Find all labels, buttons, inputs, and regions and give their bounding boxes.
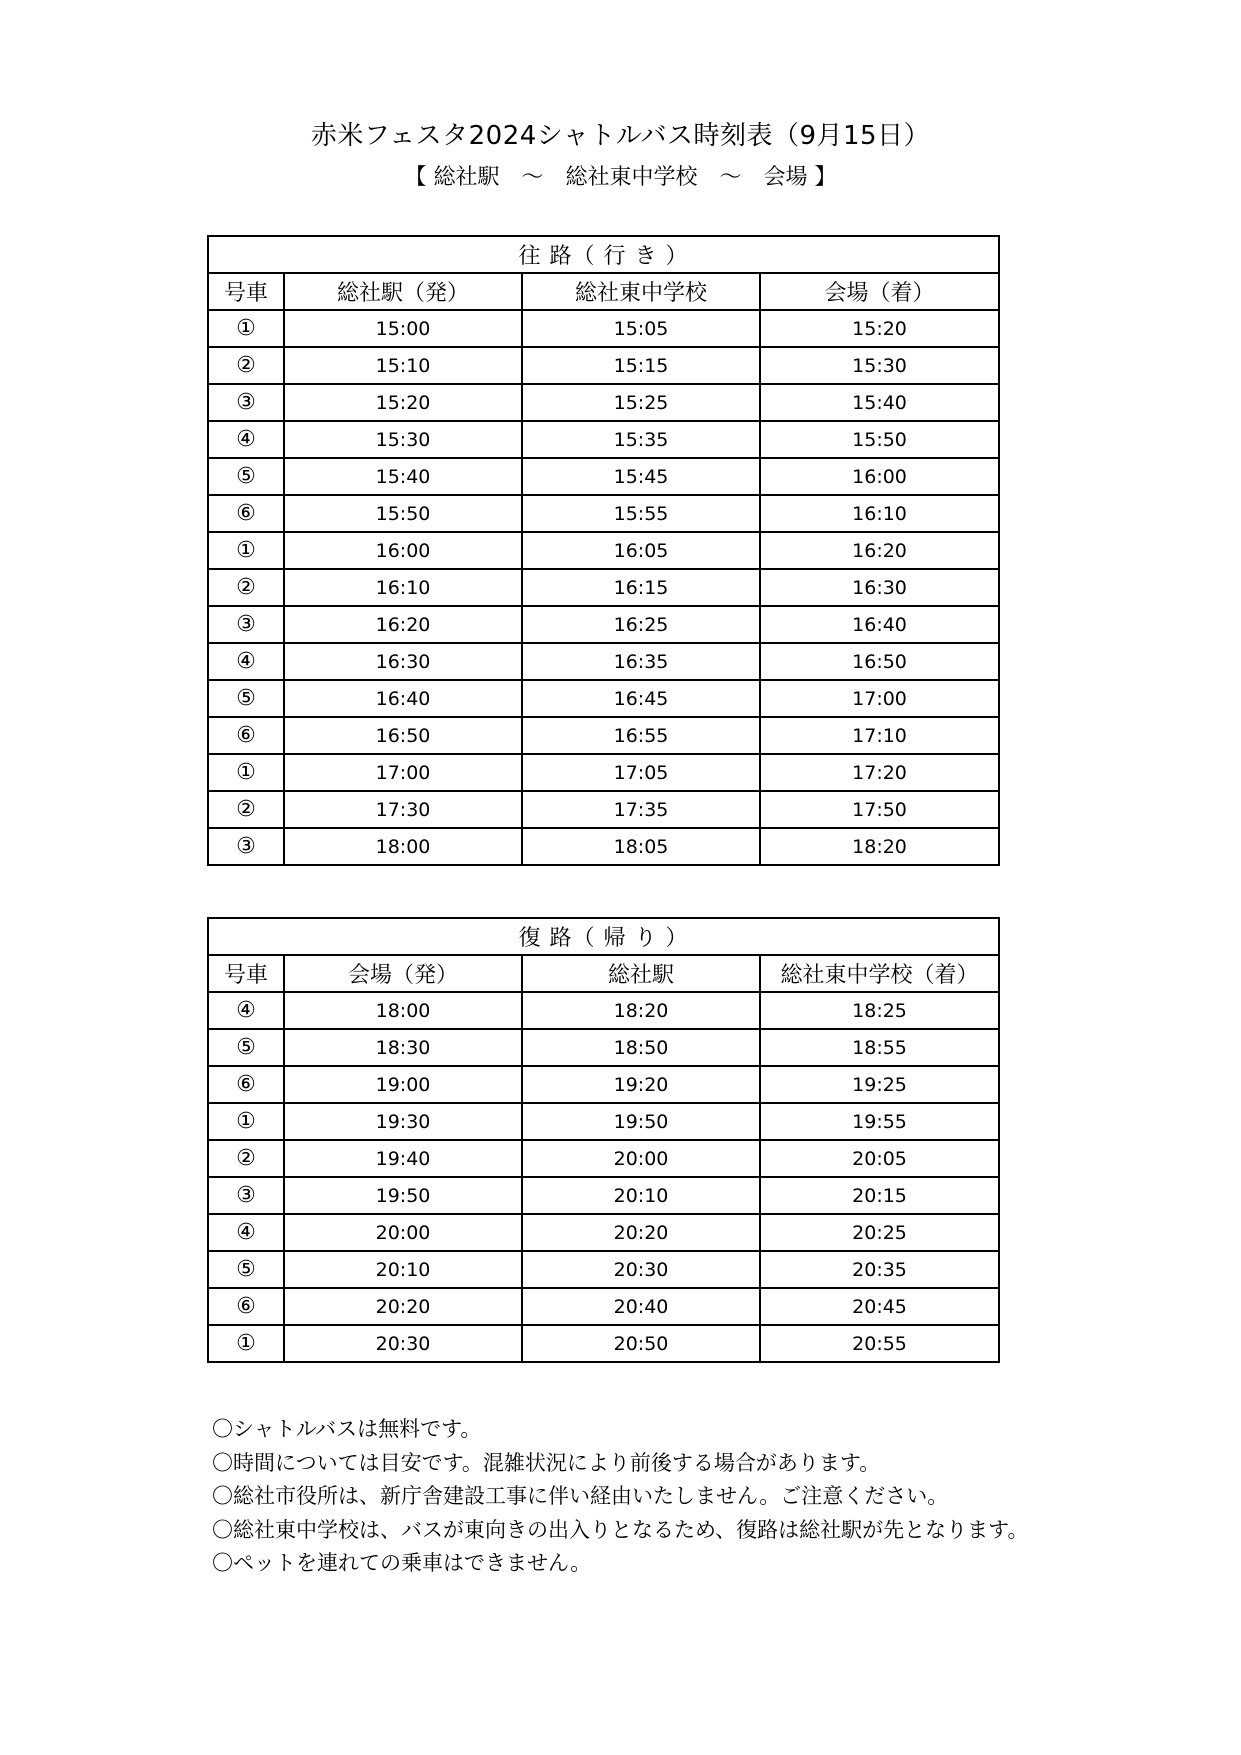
return-time-cell: 18:55	[760, 1029, 999, 1066]
outbound-car-number: ④	[208, 643, 284, 680]
outbound-time-cell: 17:05	[522, 754, 760, 791]
return-row	[208, 1177, 999, 1214]
outbound-time-cell: 16:35	[522, 643, 760, 680]
notes-list	[212, 1413, 1222, 1581]
outbound-time-cell: 16:50	[284, 717, 522, 754]
outbound-time-cell: 16:55	[522, 717, 760, 754]
outbound-time-cell: 17:10	[760, 717, 999, 754]
return-car-number: ⑤	[208, 1251, 284, 1288]
outbound-time-cell: 16:25	[522, 606, 760, 643]
return-row	[208, 1103, 999, 1140]
outbound-time-cell: 15:30	[760, 347, 999, 384]
outbound-car-number: ⑤	[208, 458, 284, 495]
outbound-row	[208, 643, 999, 680]
outbound-time-cell: 15:55	[522, 495, 760, 532]
outbound-time-cell: 16:20	[760, 532, 999, 569]
note-route-order: 〇総社東中学校は、バスが東向きの出入りとなるため、復路は総社駅が先となります。	[212, 1517, 1029, 1542]
outbound-time-cell: 18:05	[522, 828, 760, 865]
outbound-car-number: ②	[208, 569, 284, 606]
outbound-time-cell: 16:15	[522, 569, 760, 606]
note-city-hall: 〇総社市役所は、新庁舎建設工事に伴い経由いたしません。ご注意ください。	[212, 1484, 949, 1508]
outbound-row	[208, 754, 999, 791]
outbound-row	[208, 828, 999, 865]
outbound-col-car: 号車	[208, 273, 284, 310]
outbound-time-cell: 15:20	[760, 310, 999, 347]
return-col-car: 号車	[208, 955, 284, 992]
outbound-time-cell: 17:20	[760, 754, 999, 791]
outbound-time-cell: 15:20	[284, 384, 522, 421]
outbound-row	[208, 791, 999, 828]
return-car-number: ③	[208, 1177, 284, 1214]
outbound-car-number: ③	[208, 384, 284, 421]
outbound-row	[208, 495, 999, 532]
return-row	[208, 1251, 999, 1288]
outbound-time-cell: 16:10	[284, 569, 522, 606]
outbound-time-cell: 16:40	[284, 680, 522, 717]
return-col-school-arrive: 総社東中学校（着）	[760, 955, 999, 992]
outbound-time-cell: 15:30	[284, 421, 522, 458]
outbound-time-cell: 16:20	[284, 606, 522, 643]
outbound-time-cell: 15:25	[522, 384, 760, 421]
outbound-time-cell: 15:45	[522, 458, 760, 495]
outbound-timetable	[207, 235, 1000, 866]
outbound-car-number: ②	[208, 791, 284, 828]
note-free-fare: 〇シャトルバスは無料です。	[212, 1417, 482, 1441]
return-time-cell: 20:35	[760, 1251, 999, 1288]
outbound-car-number: ①	[208, 754, 284, 791]
return-col-venue-depart: 会場（発）	[284, 955, 522, 992]
outbound-car-number: ⑥	[208, 717, 284, 754]
return-row	[208, 992, 999, 1029]
outbound-time-cell: 16:50	[760, 643, 999, 680]
outbound-rows	[208, 310, 999, 865]
outbound-car-number: ⑥	[208, 495, 284, 532]
outbound-col-venue-arrive: 会場（着）	[760, 273, 999, 310]
return-time-cell: 20:05	[760, 1140, 999, 1177]
return-time-cell: 20:00	[284, 1214, 522, 1251]
return-time-cell: 20:00	[522, 1140, 760, 1177]
outbound-time-cell: 16:30	[760, 569, 999, 606]
outbound-time-cell: 15:00	[284, 310, 522, 347]
outbound-row	[208, 347, 999, 384]
outbound-time-cell: 15:40	[760, 384, 999, 421]
return-row	[208, 1029, 999, 1066]
outbound-car-number: ③	[208, 606, 284, 643]
return-rows	[208, 992, 999, 1362]
return-car-number: ⑥	[208, 1066, 284, 1103]
outbound-col-station-depart: 総社駅（発）	[284, 273, 522, 310]
return-row	[208, 1214, 999, 1251]
return-time-cell: 20:45	[760, 1288, 999, 1325]
outbound-car-number: ①	[208, 310, 284, 347]
return-car-number: ①	[208, 1103, 284, 1140]
outbound-time-cell: 18:00	[284, 828, 522, 865]
outbound-row	[208, 680, 999, 717]
return-row	[208, 1066, 999, 1103]
outbound-row	[208, 384, 999, 421]
return-row	[208, 1288, 999, 1325]
return-caption: 復 路（ 帰 り ）	[208, 918, 999, 955]
outbound-time-cell: 16:00	[284, 532, 522, 569]
outbound-car-number: ①	[208, 532, 284, 569]
return-time-cell: 20:50	[522, 1325, 760, 1362]
outbound-time-cell: 16:10	[760, 495, 999, 532]
outbound-time-cell: 17:00	[760, 680, 999, 717]
return-time-cell: 19:25	[760, 1066, 999, 1103]
return-time-cell: 19:50	[284, 1177, 522, 1214]
outbound-time-cell: 16:00	[760, 458, 999, 495]
return-time-cell: 18:20	[522, 992, 760, 1029]
outbound-time-cell: 15:50	[760, 421, 999, 458]
outbound-row	[208, 458, 999, 495]
return-car-number: ①	[208, 1325, 284, 1362]
return-time-cell: 20:10	[522, 1177, 760, 1214]
return-time-cell: 19:40	[284, 1140, 522, 1177]
return-time-cell: 19:20	[522, 1066, 760, 1103]
return-time-cell: 18:30	[284, 1029, 522, 1066]
return-car-number: ⑥	[208, 1288, 284, 1325]
outbound-car-number: ③	[208, 828, 284, 865]
outbound-car-number: ④	[208, 421, 284, 458]
outbound-time-cell: 18:20	[760, 828, 999, 865]
return-row	[208, 1325, 999, 1362]
return-time-cell: 20:10	[284, 1251, 522, 1288]
outbound-row	[208, 717, 999, 754]
return-time-cell: 20:30	[522, 1251, 760, 1288]
outbound-time-cell: 15:50	[284, 495, 522, 532]
return-time-cell: 20:15	[760, 1177, 999, 1214]
outbound-time-cell: 17:00	[284, 754, 522, 791]
outbound-row	[208, 421, 999, 458]
return-car-number: ②	[208, 1140, 284, 1177]
outbound-row	[208, 569, 999, 606]
return-time-cell: 20:20	[284, 1288, 522, 1325]
return-col-station: 総社駅	[522, 955, 760, 992]
outbound-time-cell: 16:05	[522, 532, 760, 569]
outbound-time-cell: 17:30	[284, 791, 522, 828]
return-time-cell: 19:50	[522, 1103, 760, 1140]
return-time-cell: 18:50	[522, 1029, 760, 1066]
return-time-cell: 19:30	[284, 1103, 522, 1140]
return-time-cell: 19:00	[284, 1066, 522, 1103]
outbound-time-cell: 17:35	[522, 791, 760, 828]
return-timetable	[207, 917, 1000, 1363]
return-time-cell: 20:55	[760, 1325, 999, 1362]
page-title: 赤米フェスタ2024シャトルバス時刻表（9月15日）	[310, 121, 931, 151]
outbound-time-cell: 17:50	[760, 791, 999, 828]
return-header-row	[208, 955, 999, 992]
outbound-time-cell: 15:40	[284, 458, 522, 495]
outbound-header-row	[208, 273, 999, 310]
outbound-time-cell: 15:10	[284, 347, 522, 384]
route-subtitle: 【 総社駅 ～ 総社東中学校 ～ 会場 】	[404, 165, 837, 190]
outbound-row	[208, 532, 999, 569]
outbound-time-cell: 16:40	[760, 606, 999, 643]
return-time-cell: 18:00	[284, 992, 522, 1029]
outbound-row	[208, 606, 999, 643]
outbound-col-school: 総社東中学校	[522, 273, 760, 310]
note-time-estimate: 〇時間については目安です。混雑状況により前後する場合があります。	[212, 1450, 881, 1475]
return-time-cell: 20:40	[522, 1288, 760, 1325]
return-time-cell: 19:55	[760, 1103, 999, 1140]
return-time-cell: 20:25	[760, 1214, 999, 1251]
outbound-car-number: ②	[208, 347, 284, 384]
note-no-pets: 〇ペットを連れての乗車はできません。	[212, 1551, 592, 1575]
return-time-cell: 20:20	[522, 1214, 760, 1251]
outbound-time-cell: 15:35	[522, 421, 760, 458]
return-row	[208, 1140, 999, 1177]
return-time-cell: 20:30	[284, 1325, 522, 1362]
outbound-time-cell: 15:15	[522, 347, 760, 384]
outbound-row	[208, 310, 999, 347]
outbound-time-cell: 16:45	[522, 680, 760, 717]
outbound-car-number: ⑤	[208, 680, 284, 717]
return-car-number: ④	[208, 1214, 284, 1251]
return-car-number: ⑤	[208, 1029, 284, 1066]
outbound-time-cell: 15:05	[522, 310, 760, 347]
return-time-cell: 18:25	[760, 992, 999, 1029]
outbound-time-cell: 16:30	[284, 643, 522, 680]
outbound-caption: 往 路（ 行 き ）	[208, 236, 999, 273]
return-car-number: ④	[208, 992, 284, 1029]
